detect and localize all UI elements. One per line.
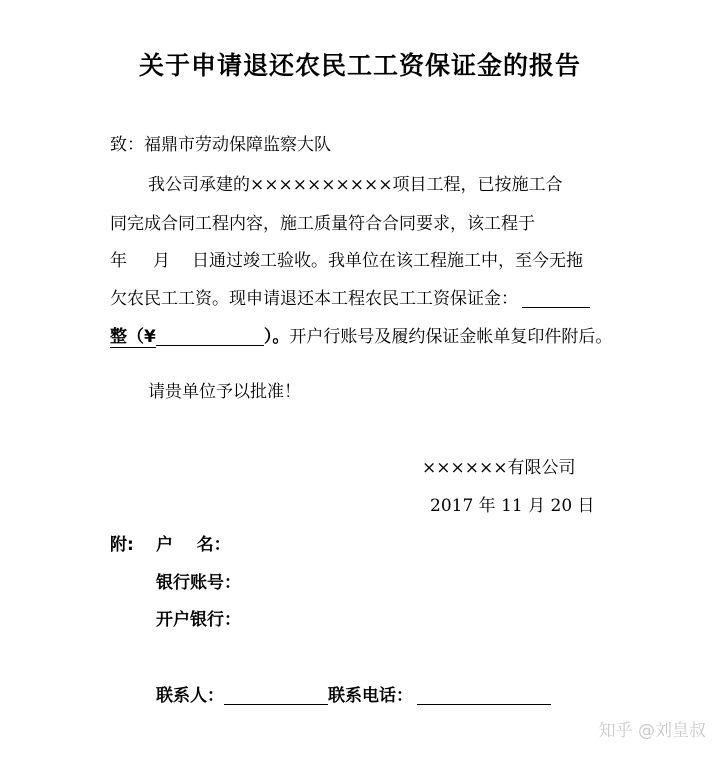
- request-line: 请贵单位予以批准！: [148, 382, 301, 402]
- contact-phone-label: 联系电话：: [328, 686, 413, 706]
- body-line-5: [110, 322, 612, 347]
- contact-person-label: 联系人：: [156, 686, 224, 706]
- attachment-label: 附:: [110, 535, 134, 555]
- body-line-2: 同完成合同工程内容，施工质量符合合同要求，该工程于: [110, 214, 535, 234]
- body-line-3: [110, 246, 583, 271]
- report-date: 2017 年 11 月 20 日: [430, 496, 595, 516]
- amount-prefix: 整（¥: [110, 327, 156, 347]
- amount-close: ）。: [263, 327, 290, 347]
- contact-row: [156, 681, 551, 706]
- body-line-3-rest: 日通过竣工验收。我单位在该工程施工中，至今无拖: [192, 251, 583, 271]
- month-label: 月: [153, 251, 170, 271]
- account-name-label: 户 名：: [156, 535, 231, 555]
- amount-words-blank: [522, 289, 590, 308]
- recipient-line: 致：福鼎市劳动保障监察大队: [110, 135, 331, 155]
- contact-person-blank: [224, 686, 328, 705]
- body-line-5-rest: 开户行账号及履约保证金帐单复印件附后。: [289, 327, 613, 347]
- amount-figure-blank: [156, 327, 264, 346]
- account-number-label: 银行账号：: [156, 573, 241, 593]
- watermark: 知乎 @刘皇叔: [598, 721, 706, 741]
- company-name: ××××××有限公司: [422, 458, 576, 478]
- body-line-4: [110, 284, 590, 309]
- bank-label: 开户银行：: [156, 610, 241, 630]
- year-label: 年: [110, 251, 127, 271]
- document-title: 关于申请退还农民工工资保证金的报告: [138, 51, 581, 80]
- body-line-4-text: 欠农民工工资。现申请退还本工程农民工工资保证金：: [110, 289, 518, 309]
- contact-phone-blank: [417, 686, 551, 705]
- body-line-1: 我公司承建的××××××××××项目工程，已按施工合: [148, 175, 563, 195]
